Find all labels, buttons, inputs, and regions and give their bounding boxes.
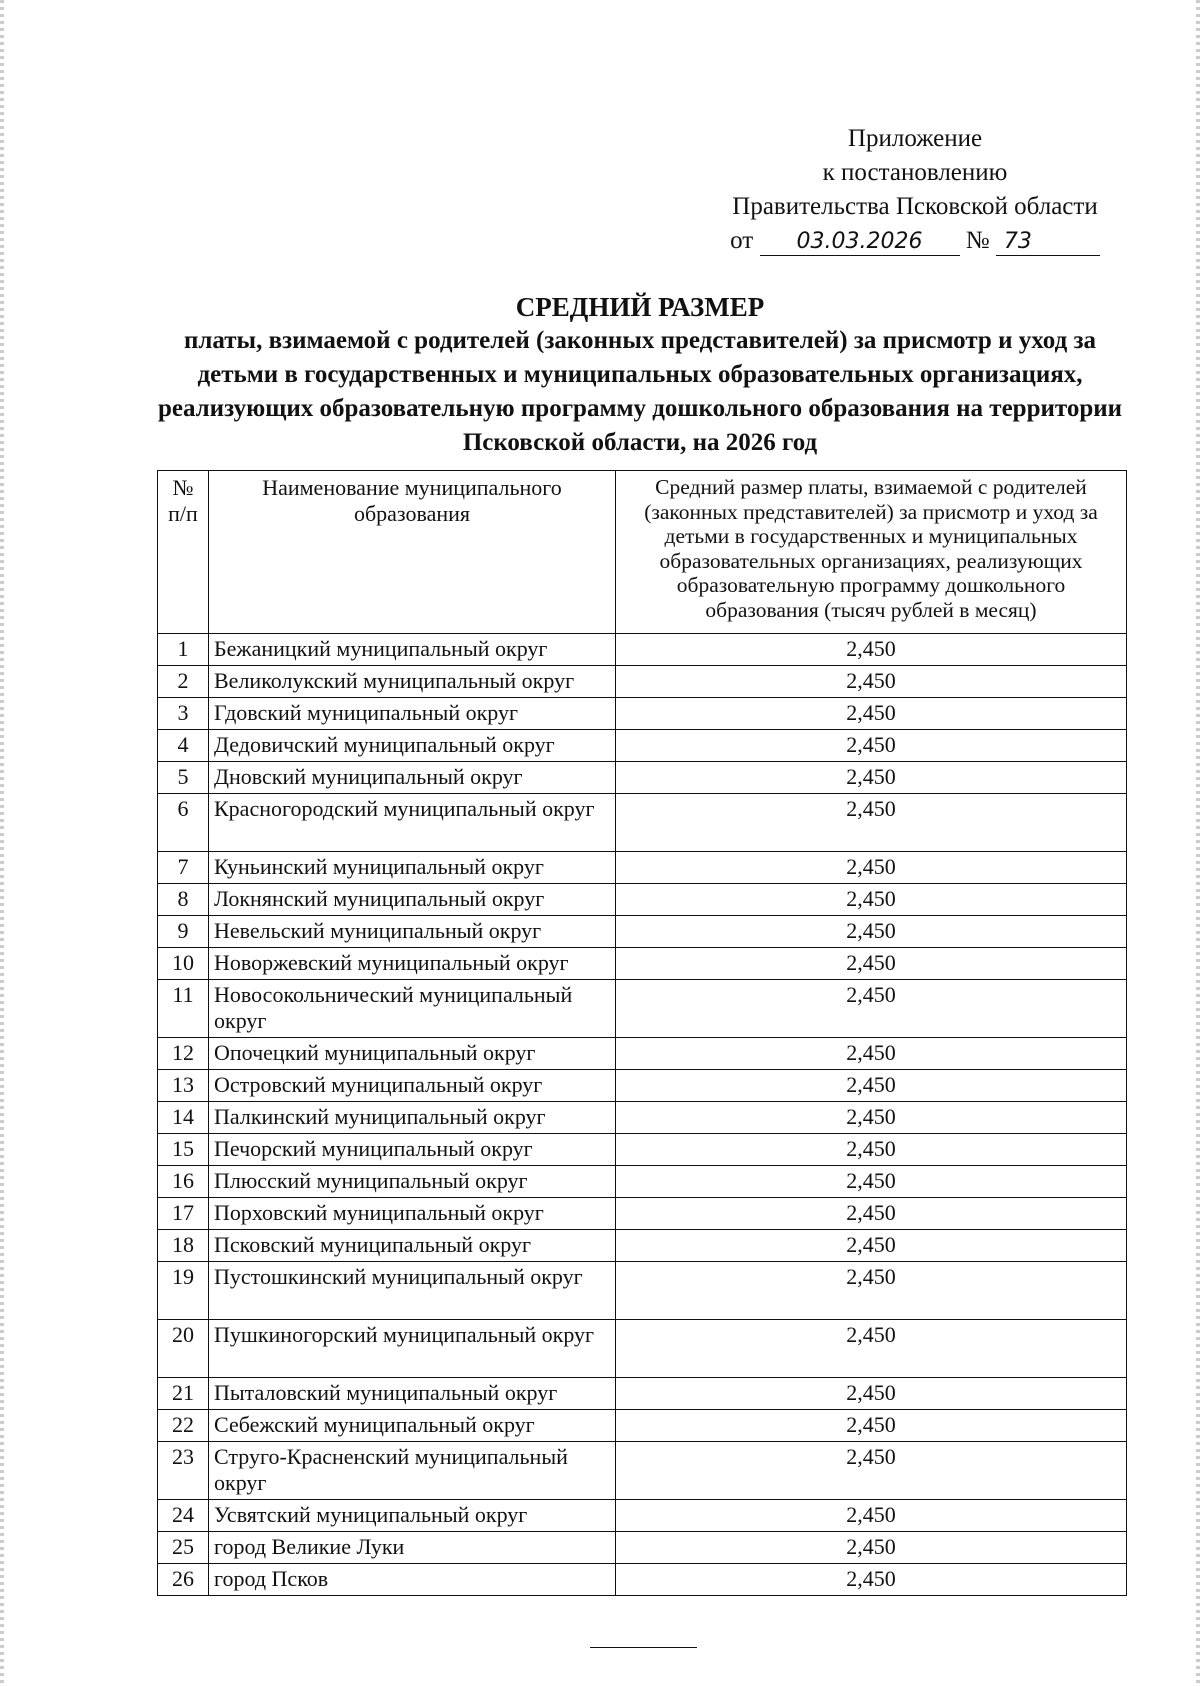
table-row	[158, 1564, 1127, 1596]
table-row	[158, 1532, 1127, 1564]
row-name: Струго-Красненский муниципальный округ	[209, 1442, 616, 1500]
title-main: СРЕДНИЙ РАЗМЕР	[515, 292, 765, 322]
row-number: 25	[158, 1532, 209, 1564]
table-row	[158, 1166, 1127, 1198]
row-value: 2,450	[616, 1410, 1127, 1442]
row-value: 2,450	[616, 1564, 1127, 1596]
row-name: Бежаницкий муниципальный округ	[209, 634, 616, 666]
approval-date-line	[690, 224, 1140, 258]
row-value: 2,450	[616, 980, 1127, 1038]
row-name: Порховский муниципальный округ	[209, 1198, 616, 1230]
row-value: 2,450	[616, 762, 1127, 794]
row-name: Плюсский муниципальный округ	[209, 1166, 616, 1198]
row-name: Куньинский муниципальный округ	[209, 852, 616, 884]
row-name: Печорский муниципальный округ	[209, 1134, 616, 1166]
table-row	[158, 1198, 1127, 1230]
row-value: 2,450	[616, 1378, 1127, 1410]
row-name: Гдовский муниципальный округ	[209, 698, 616, 730]
row-value: 2,450	[616, 634, 1127, 666]
table-row	[158, 1262, 1127, 1320]
table-row	[158, 1134, 1127, 1166]
row-value: 2,450	[616, 884, 1127, 916]
row-name: Палкинский муниципальный округ	[209, 1102, 616, 1134]
scan-edge	[1196, 0, 1200, 1686]
approval-line: Правительства Псковской области	[732, 193, 1098, 220]
row-name: Великолукский муниципальный округ	[209, 666, 616, 698]
header-number: № п/п	[158, 471, 209, 634]
approval-line: Приложение	[847, 125, 983, 152]
table-row	[158, 762, 1127, 794]
row-name: Дедовичский муниципальный округ	[209, 730, 616, 762]
table-row	[158, 980, 1127, 1038]
handwritten-number: 73	[996, 229, 1100, 256]
row-name: Пушкиногорский муниципальный округ	[209, 1320, 616, 1378]
row-value: 2,450	[616, 1102, 1127, 1134]
row-value: 2,450	[616, 1320, 1127, 1378]
row-name: Красногородский муниципальный округ	[209, 794, 616, 852]
fee-table	[157, 470, 1127, 1596]
row-number: 5	[158, 762, 209, 794]
row-number: 18	[158, 1230, 209, 1262]
row-number: 10	[158, 948, 209, 980]
row-number: 21	[158, 1378, 209, 1410]
row-number: 9	[158, 916, 209, 948]
row-value: 2,450	[616, 916, 1127, 948]
row-number: 24	[158, 1500, 209, 1532]
document-title	[150, 290, 1130, 460]
row-value: 2,450	[616, 794, 1127, 852]
row-name: Новоржевский муниципальный округ	[209, 948, 616, 980]
approval-line: к постановлению	[822, 159, 1008, 186]
row-number: 14	[158, 1102, 209, 1134]
row-name: Усвятский муниципальный округ	[209, 1500, 616, 1532]
row-number: 16	[158, 1166, 209, 1198]
row-name: город Псков	[209, 1564, 616, 1596]
header-fee: Средний размер платы, взимаемой с родителей (законных представителей) за присмотр и уход за детьми в государственных и муниципальных образовательных организациях, реализующих образовательную программу дошкольного образования (тысяч рублей в месяц)	[616, 471, 1127, 634]
row-value: 2,450	[616, 730, 1127, 762]
table-row	[158, 1378, 1127, 1410]
scan-edge	[0, 0, 4, 1686]
table-row	[158, 634, 1127, 666]
row-number: 23	[158, 1442, 209, 1500]
table-row	[158, 1500, 1127, 1532]
row-number: 11	[158, 980, 209, 1038]
row-value: 2,450	[616, 1198, 1127, 1230]
row-number: 17	[158, 1198, 209, 1230]
row-number: 26	[158, 1564, 209, 1596]
row-number: 3	[158, 698, 209, 730]
table-row	[158, 1230, 1127, 1262]
table-row	[158, 916, 1127, 948]
row-number: 1	[158, 634, 209, 666]
row-number: 4	[158, 730, 209, 762]
table-row	[158, 884, 1127, 916]
table-row	[158, 1442, 1127, 1500]
table-row	[158, 1038, 1127, 1070]
row-name: город Великие Луки	[209, 1532, 616, 1564]
row-name: Дновский муниципальный округ	[209, 762, 616, 794]
header-name: Наименование муниципального образования	[209, 471, 616, 634]
row-value: 2,450	[616, 1134, 1127, 1166]
row-value: 2,450	[616, 1038, 1127, 1070]
row-value: 2,450	[616, 948, 1127, 980]
row-name: Островский муниципальный округ	[209, 1070, 616, 1102]
row-number: 2	[158, 666, 209, 698]
row-name: Новосокольнический муниципальный округ	[209, 980, 616, 1038]
handwritten-date: 03.03.2026	[760, 229, 960, 256]
approval-block	[690, 122, 1140, 258]
row-value: 2,450	[616, 1500, 1127, 1532]
row-number: 20	[158, 1320, 209, 1378]
row-number: 12	[158, 1038, 209, 1070]
table-row	[158, 948, 1127, 980]
row-name: Себежский муниципальный округ	[209, 1410, 616, 1442]
row-value: 2,450	[616, 1070, 1127, 1102]
row-number: 19	[158, 1262, 209, 1320]
row-name: Локнянский муниципальный округ	[209, 884, 616, 916]
row-number: 22	[158, 1410, 209, 1442]
row-name: Пустошкинский муниципальный округ	[209, 1262, 616, 1320]
table-row	[158, 1320, 1127, 1378]
row-number: 15	[158, 1134, 209, 1166]
row-name: Невельский муниципальный округ	[209, 916, 616, 948]
end-divider	[590, 1647, 697, 1648]
table-row	[158, 730, 1127, 762]
row-number: 13	[158, 1070, 209, 1102]
row-value: 2,450	[616, 852, 1127, 884]
table-header-row	[158, 471, 1127, 634]
row-value: 2,450	[616, 1532, 1127, 1564]
row-value: 2,450	[616, 1166, 1127, 1198]
table-row	[158, 1410, 1127, 1442]
table-row	[158, 698, 1127, 730]
table-row	[158, 666, 1127, 698]
row-value: 2,450	[616, 1442, 1127, 1500]
table-row	[158, 1102, 1127, 1134]
table-row	[158, 1070, 1127, 1102]
title-subtitle: платы, взимаемой с родителей (законных представителей) за присмотр и уход за детьми в государственных и муниципальных образовательных организациях, реализующих образовательную программу дошкольного образования на территории Псковской области, на 2026 год	[157, 327, 1123, 456]
table-row	[158, 852, 1127, 884]
row-value: 2,450	[616, 1262, 1127, 1320]
date-prefix: от	[730, 227, 754, 254]
row-name: Псковский муниципальный округ	[209, 1230, 616, 1262]
row-number: 8	[158, 884, 209, 916]
row-number: 6	[158, 794, 209, 852]
row-value: 2,450	[616, 666, 1127, 698]
row-name: Пыталовский муниципальный округ	[209, 1378, 616, 1410]
row-number: 7	[158, 852, 209, 884]
row-value: 2,450	[616, 1230, 1127, 1262]
number-prefix: №	[965, 227, 990, 254]
row-name: Опочецкий муниципальный округ	[209, 1038, 616, 1070]
table-row	[158, 794, 1127, 852]
row-value: 2,450	[616, 698, 1127, 730]
